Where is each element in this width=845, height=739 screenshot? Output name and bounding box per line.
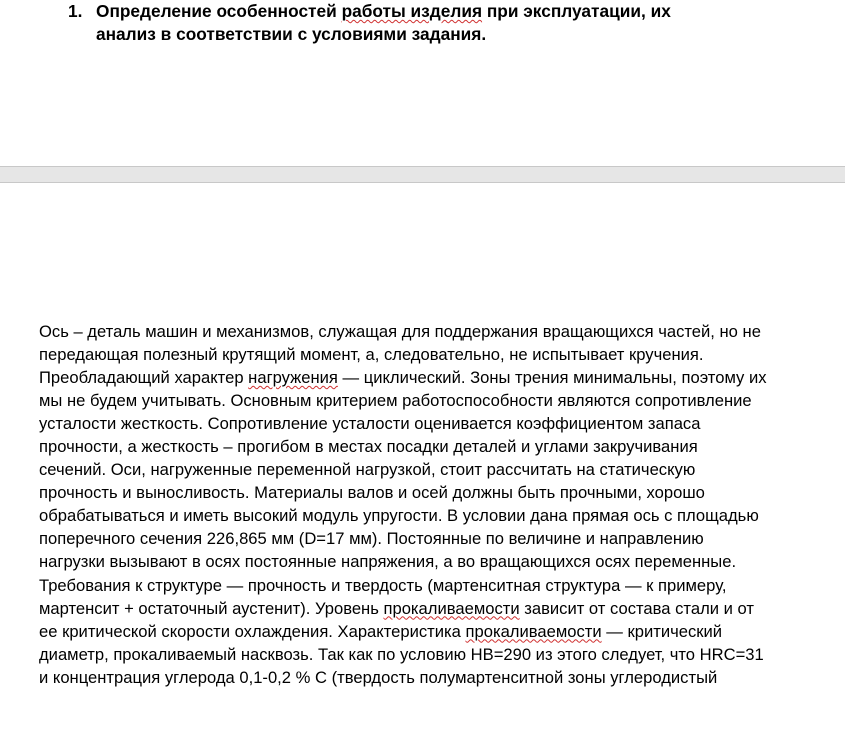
- page-break-gap: [0, 166, 845, 183]
- document-page-bottom: [0, 183, 845, 739]
- heading-number: 1.: [68, 1, 83, 21]
- spelling-flag: работы изделия: [341, 1, 483, 21]
- heading-text-part: анализ в соответствии с условиями задания.: [96, 24, 487, 44]
- heading-text-part: при эксплуатации, их: [482, 1, 671, 21]
- paragraph-text-part: — циклический. Зоны трения минимальны, поэтому их мы не будем учитывать. Основным критерием работоспособности являются сопротивление усталости жесткость. Сопротивление усталости оценивается коэффициентом запаса прочности, а жесткость – прогибом в местах посадки деталей и углами закручивания сечений. Оси, нагруженные переменной нагрузкой, стоит рассчитать на статическую прочность и выносливость. Материалы валов и осей должны быть прочными, хорошо обрабатываться и иметь высокий модуль упругости. В условии дана прямая ось с площадью поперечного сечения 226,865 мм (D=17 мм). Постоянные по величине и направлению нагрузки вызывают в осях постоянные напряжения, а во вращающихся осях переменные. Требования к структуре — прочность и твердость (мартенситная структура — к примеру, мартенсит + остаточный аустенит). Уровень: [39, 368, 767, 618]
- section-heading: [68, 0, 808, 46]
- paragraph-text-part: зависит от состава стали и от ее критической скорости охлаждения. Характеристика: [39, 598, 754, 641]
- spelling-flag: прокаливаемости: [465, 621, 602, 641]
- heading-text: [96, 0, 808, 46]
- spelling-flag: прокаливаемости: [383, 598, 520, 618]
- heading-text-part: Определение особенностей: [96, 1, 342, 21]
- paragraph-1: Ось – деталь машин и механизмов, служащая для поддержания вращающихся частей, но не передающая полезный крутящий момент, а, следовательно, не испытывает кручения.: [39, 322, 761, 365]
- document-page-top: [0, 0, 845, 166]
- body-text: [39, 320, 769, 689]
- paragraph-text-part: Преобладающий характер: [39, 368, 249, 388]
- paragraph-2: [39, 366, 769, 689]
- paragraph-text-part: — критический диаметр, прокаливаемый насквозь. Так как по условию HB=290 из этого следует, что HRC=31 и концентрация углерода 0,1-0,2 % С (твердость полумартенситной зоны углеродистый: [39, 621, 764, 687]
- spelling-flag: нагружения: [248, 368, 338, 388]
